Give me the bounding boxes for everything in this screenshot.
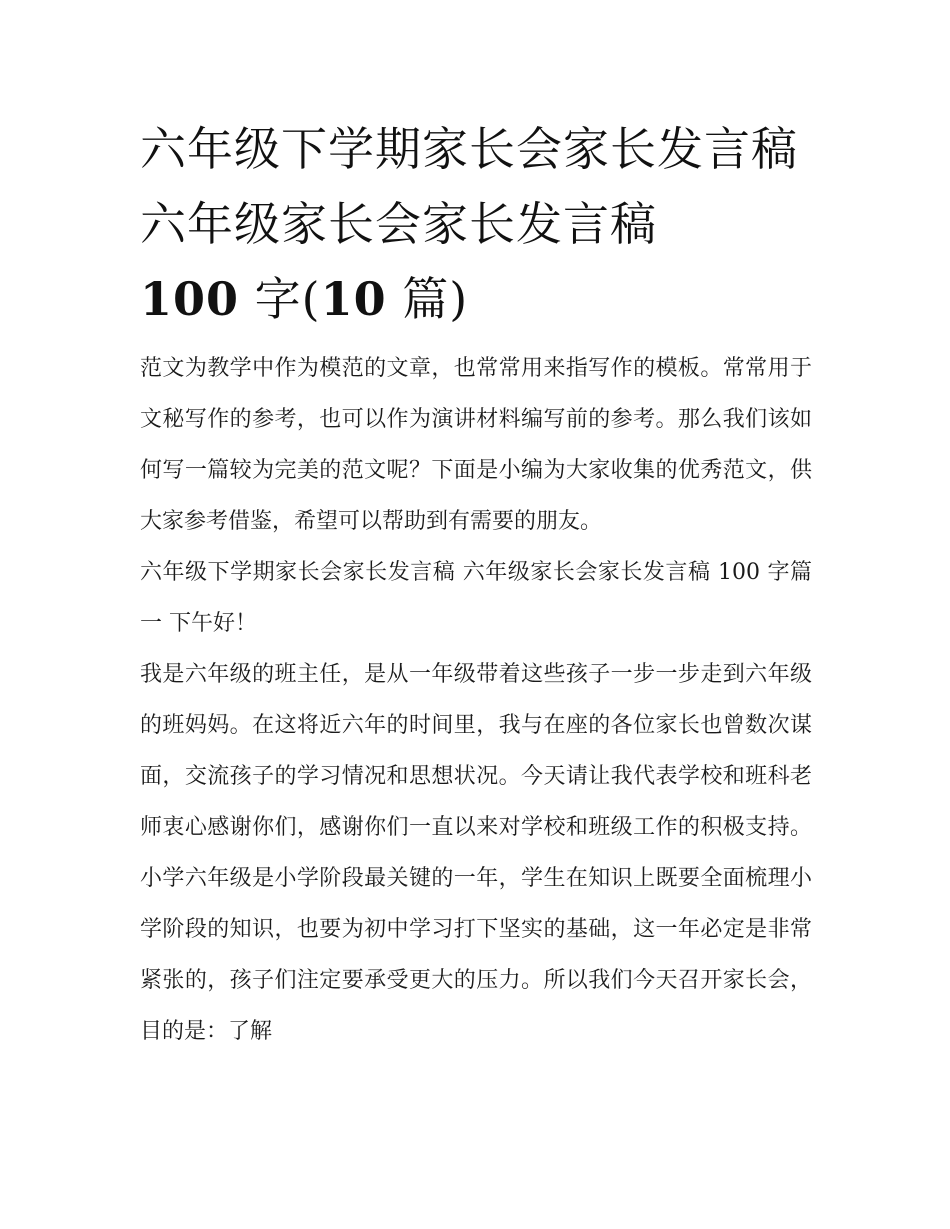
document-page <box>140 112 812 1057</box>
title-number-2: 10 <box>320 272 387 326</box>
title-text-2: 字( <box>239 272 321 326</box>
title-text-3: 篇) <box>386 272 469 326</box>
section-heading-paragraph: 六年级下学期家长会家长发言稿 六年级家长会家长发言稿 100 字篇一 下午好！ <box>140 560 812 636</box>
title-number-1: 100 <box>140 272 240 326</box>
document-title <box>140 112 812 337</box>
intro-paragraph: 范文为教学中作为模范的文章，也常常用来指写作的模板。常常用于文秘写作的参考，也可以作为演讲材料编写前的参考。那么我们该如何写一篇较为完美的范文呢？下面是小编为大家收集的优秀范文，供大家参考借鉴，希望可以帮助到有需要的朋友。 <box>140 356 812 534</box>
title-text-1: 六年级下学期家长会家长发言稿 六年级家长会家长发言稿 <box>140 122 798 251</box>
body-paragraph: 我是六年级的班主任，是从一年级带着这些孩子一步一步走到六年级的班妈妈。在这将近六年的时间里，我与在座的各位家长也曾数次谋面，交流孩子的学习情况和思想状况。今天请让我代表学校和班科老师衷心感谢你们，感谢你们一直以来对学校和班级工作的积极支持。小学六年级是小学阶段最关键的一年，学生在知识上既要全面梳理小学阶段的知识，也要为初中学习打下坚实的基础，这一年必定是非常紧张的，孩子们注定要承受更大的压力。所以我们今天召开家长会，目的是：了解 <box>140 662 812 1044</box>
